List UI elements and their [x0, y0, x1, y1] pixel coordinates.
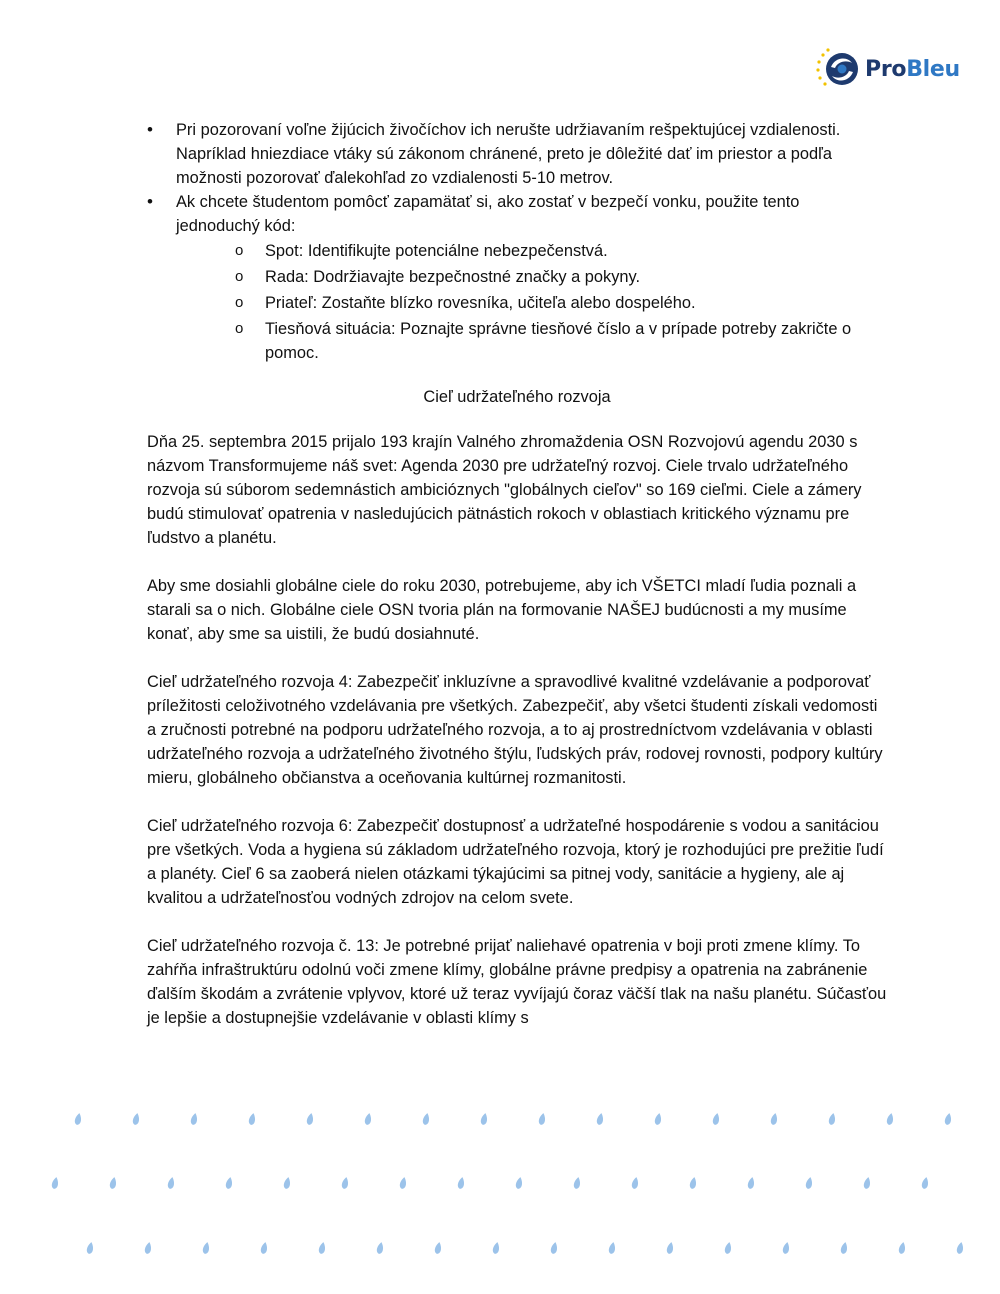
- droplet-icon: [538, 1113, 546, 1126]
- droplet-icon: [399, 1177, 407, 1190]
- droplet-icon: [898, 1242, 906, 1255]
- droplet-icon: [434, 1242, 442, 1255]
- droplet-icon: [225, 1177, 233, 1190]
- bullet-list: [147, 118, 887, 365]
- droplet-icon: [654, 1113, 662, 1126]
- sub-bullet-item: o Rada: Dodržiavajte bezpečnostné značky a pokyny.: [235, 265, 887, 289]
- droplet-icon: [167, 1177, 175, 1190]
- droplet-icon: [828, 1113, 836, 1126]
- droplet-icon: [944, 1113, 952, 1126]
- droplet-icon: [51, 1177, 59, 1190]
- droplet-icon: [248, 1113, 256, 1126]
- probleu-logo: [814, 46, 960, 92]
- decorative-droplet-pattern: [0, 1098, 1000, 1268]
- droplet-icon: [376, 1242, 384, 1255]
- droplet-icon: [144, 1242, 152, 1255]
- logo-emblem-icon: [814, 46, 862, 92]
- droplet-icon: [86, 1242, 94, 1255]
- droplet-icon: [770, 1113, 778, 1126]
- droplet-icon: [840, 1242, 848, 1255]
- droplet-icon: [608, 1242, 616, 1255]
- droplet-icon: [190, 1113, 198, 1126]
- bullet-item: • Ak chcete študentom pomôcť zapamätať si, ako zostať v bezpečí vonku, použite tento jednoduchý kód: o Spot: Identifikujte potenciálne nebezpečenstvá. o Rada: Dodržiavajte bezpečnostné značky a pokyny. o Priateľ: Zostaňte blízko rovesníka, učiteľa alebo dospelého. o Tiesňová situácia: Poznajte správne tiesňové číslo a v prípade potreby zakričte o pomoc.: [147, 190, 887, 365]
- droplet-icon: [921, 1177, 929, 1190]
- droplet-icon: [724, 1242, 732, 1255]
- droplet-icon: [596, 1113, 604, 1126]
- droplet-icon: [306, 1113, 314, 1126]
- droplet-icon: [747, 1177, 755, 1190]
- droplet-icon: [74, 1113, 82, 1126]
- droplet-icon: [422, 1113, 430, 1126]
- sub-bullet-list: [176, 239, 887, 365]
- droplet-icon: [956, 1242, 964, 1255]
- paragraph: Cieľ udržateľného rozvoja 4: Zabezpečiť inkluzívne a spravodlivé kvalitné vzdelávanie a podporovať príležitosti celoživotného vzdelávania pre všetkých. Zabezpečiť, aby všetci študenti získali vedomosti a zručnosti potrebné na podporu udržateľného rozvoja, a to aj prostredníctvom vzdelávania v oblasti udržateľného rozvoja a udržateľného životného štýlu, ľudských práv, rodovej rovnosti, podpory kultúry mieru, globálneho občianstva a oceňovania kultúrnej rozmanitosti.: [147, 673, 883, 787]
- droplet-icon: [283, 1177, 291, 1190]
- section-heading: Cieľ udržateľného rozvoja: [423, 388, 611, 406]
- document-body: [147, 118, 887, 1030]
- droplet-icon: [492, 1242, 500, 1255]
- droplet-icon: [631, 1177, 639, 1190]
- droplet-icon: [550, 1242, 558, 1255]
- droplet-icon: [573, 1177, 581, 1190]
- paragraph: Cieľ udržateľného rozvoja 6: Zabezpečiť dostupnosť a udržateľné hospodárenie s vodou a sanitáciou pre všetkých. Voda a hygiena sú základom udržateľného rozvoja, ktorý je rozhodujúci pre prežitie ľudí a planéty. Cieľ 6 sa zaoberá nielen otázkami týkajúcimi sa pitnej vody, sanitácie a hygieny, ale aj kvalitou a udržateľnosťou vodných zdrojov na celom svete.: [147, 817, 884, 907]
- sub-bullet-item: o Priateľ: Zostaňte blízko rovesníka, učiteľa alebo dospelého.: [235, 291, 887, 315]
- logo-wordmark: ProBleu: [865, 56, 960, 82]
- droplet-icon: [364, 1113, 372, 1126]
- sub-bullet-item: o Spot: Identifikujte potenciálne nebezpečenstvá.: [235, 239, 887, 263]
- droplet-icon: [712, 1113, 720, 1126]
- droplet-icon: [457, 1177, 465, 1190]
- droplet-icon: [689, 1177, 697, 1190]
- droplet-icon: [341, 1177, 349, 1190]
- droplet-icon: [260, 1242, 268, 1255]
- droplet-icon: [480, 1113, 488, 1126]
- droplet-icon: [202, 1242, 210, 1255]
- droplet-icon: [318, 1242, 326, 1255]
- droplet-icon: [515, 1177, 523, 1190]
- paragraph: Aby sme dosiahli globálne ciele do roku 2030, potrebujeme, aby ich VŠETCI mladí ľudia poznali a starali sa o nich. Globálne ciele OSN tvoria plán na formovanie NAŠEJ budúcnosti a my musíme konať, aby sme sa uistili, že budú dosiahnuté.: [147, 577, 857, 643]
- droplet-icon: [782, 1242, 790, 1255]
- droplet-icon: [109, 1177, 117, 1190]
- droplet-icon: [805, 1177, 813, 1190]
- paragraph: Cieľ udržateľného rozvoja č. 13: Je potrebné prijať naliehavé opatrenia v boji proti zmene klímy. To zahŕňa infraštruktúru odolnú voči zmene klímy, globálne právne predpisy a opatrenia na zabránenie ďalším škodám a zvrátenie vplyvov, ktoré už teraz vyvíjajú čoraz väčší tlak na našu planétu. Súčasťou je lepšie a dostupnejšie vzdelávanie v oblasti klímy s: [147, 937, 887, 1027]
- droplet-icon: [863, 1177, 871, 1190]
- droplet-icon: [132, 1113, 140, 1126]
- droplet-icon: [886, 1113, 894, 1126]
- sub-bullet-item: o Tiesňová situácia: Poznajte správne tiesňové číslo a v prípade potreby zakričte o pomoc.: [235, 317, 887, 365]
- droplet-icon: [666, 1242, 674, 1255]
- bullet-item: • Pri pozorovaní voľne žijúcich živočíchov ich nerušte udržiavaním rešpektujúcej vzdialenosti. Napríklad hniezdiace vtáky sú zákonom chránené, preto je dôležité dať im priestor a podľa možnosti pozorovať ďalekohľad zo vzdialenosti 5-10 metrov.: [147, 118, 887, 190]
- paragraph: Dňa 25. septembra 2015 prijalo 193 krajín Valného zhromaždenia OSN Rozvojovú agendu 2030 s názvom Transformujeme náš svet: Agenda 2030 pre udržateľný rozvoj. Ciele trvalo udržateľného rozvoja sú súborom sedemnástich ambicióznych "globálnych cieľov" so 169 cieľmi. Ciele a zámery budú stimulovať opatrenia v nasledujúcich pätnástich rokoch v oblastiach kritického významu pre ľudstvo a planétu.: [147, 433, 862, 547]
